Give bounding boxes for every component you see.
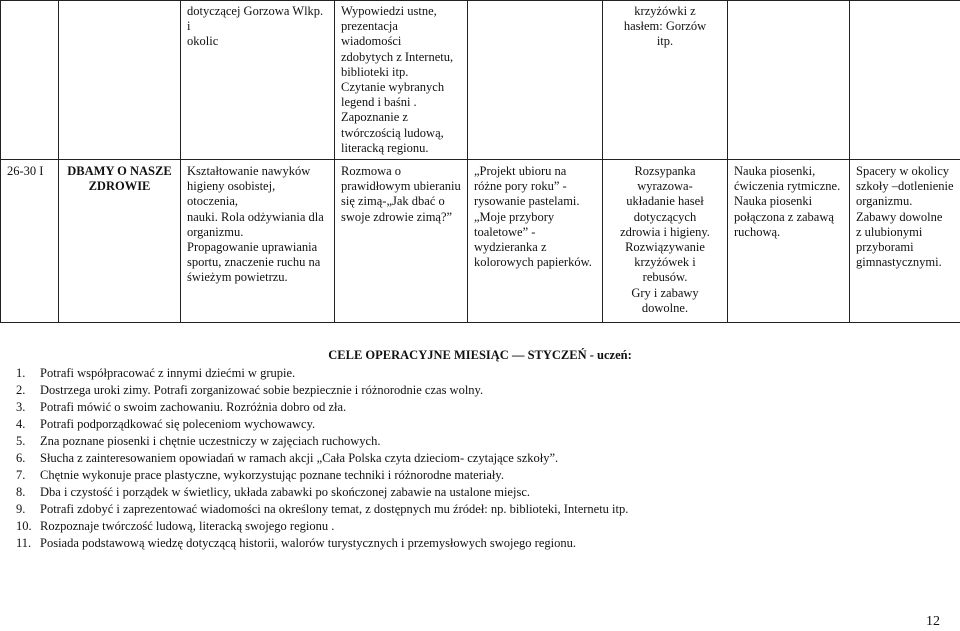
goal-item: [16, 416, 936, 433]
goal-item: [16, 399, 936, 416]
goal-text: Posiada podstawową wiedzę dotyczącą historii, walorów turystycznych i przemysłowych swojego regionu.: [40, 536, 576, 550]
cell-content-col8: [850, 160, 960, 323]
goal-text: Potrafi zdobyć i zaprezentować wiadomości na określony temat, z dostępnych mu źródeł: np. biblioteki, Internetu itp.: [40, 502, 629, 516]
goal-item: [16, 467, 936, 484]
cell-content-col3: [181, 160, 335, 323]
cell-text: krzyżówki z hasłem: Gorzów itp.: [623, 4, 707, 49]
goal-number: 11.: [16, 536, 32, 550]
cell-theme: [59, 160, 181, 323]
goal-item: [16, 501, 936, 518]
goal-text: Rozpoznaje twórczość ludową, literacką swojego regionu .: [40, 519, 335, 533]
cell-week: [1, 160, 59, 323]
goal-item: [16, 484, 936, 501]
goal-item: [16, 450, 936, 467]
cell-content-col6: [603, 160, 728, 323]
goal-number: 6.: [16, 451, 26, 465]
goal-text: Chętnie wykonuje prace plastyczne, wykorzystując poznane techniki i różnorodne materiały.: [40, 468, 504, 482]
goal-text: Dba i czystość i porządek w świetlicy, układa zabawki po skończonej zabawie na ustalone miejsc.: [40, 485, 530, 499]
cell-text: Nauka piosenki, ćwiczenia rytmiczne. Nauka piosenki połączona z zabawą ruchową.: [734, 164, 841, 239]
cell-text: „Projekt ubioru na różne pory roku” - rysowanie pastelami. „Moje przybory toaletowe” - wydzieranka z kolorowych papierków.: [474, 164, 592, 270]
goal-text: Słucha z zainteresowaniem opowiadań w ramach akcji „Cała Polska czyta dzieciom- czytające szkoły”.: [40, 451, 559, 465]
goal-number: 10.: [16, 519, 32, 533]
cell-content-col6: [603, 1, 728, 160]
goals-list: [16, 365, 936, 552]
cell-content-col4: [335, 160, 468, 323]
cell-text: Spacery w okolicy szkoły –dotlenienie organizmu. Zabawy dowolne z ulubionymi przyborami gimnastycznymi.: [856, 164, 954, 270]
cell-theme-empty: [59, 1, 181, 160]
cell-text: Wypowiedzi ustne, prezentacja wiadomości zdobytych z Internetu, biblioteki itp. Czytanie wybranych legend i baśni . Zapoznanie z twórczością ludową, literacką regionu.: [341, 4, 454, 155]
goal-text: Potrafi mówić o swoim zachowaniu. Rozróżnia dobro od zła.: [40, 400, 347, 414]
goal-number: 1.: [16, 366, 26, 380]
cell-content-col7-empty: [728, 1, 850, 160]
goal-number: 3.: [16, 400, 26, 414]
goal-number: 7.: [16, 468, 26, 482]
goal-number: 9.: [16, 502, 26, 516]
cell-content-col4: [335, 1, 468, 160]
goal-number: 2.: [16, 383, 26, 397]
goal-number: 8.: [16, 485, 26, 499]
cell-content-col7: [728, 160, 850, 323]
cell-text: Rozsypanka wyrazowa- układanie haseł dotyczących zdrowia i higieny. Rozwiązywanie krzyżówek i rebusów. Gry i zabawy dowolne.: [620, 164, 710, 315]
goal-text: Potrafi współpracować z innymi dziećmi w grupie.: [40, 366, 296, 380]
goal-item: [16, 535, 936, 552]
goal-item: [16, 518, 936, 535]
cell-text: dotyczącej Gorzowa Wlkp. i okolic: [187, 4, 324, 49]
goal-item: [16, 382, 936, 399]
goal-number: 4.: [16, 417, 26, 431]
cell-content-col5: [468, 160, 603, 323]
goal-number: 5.: [16, 434, 26, 448]
week-range: 26-30 I: [7, 164, 44, 179]
goal-text: Potrafi podporządkować się poleceniom wychowawcy.: [40, 417, 316, 431]
table-row-week: [1, 160, 960, 323]
cell-content-col5-empty: [468, 1, 603, 160]
cell-content-col3: [181, 1, 335, 160]
cell-content-col8-empty: [850, 1, 960, 160]
page-number: 12: [926, 614, 940, 629]
goal-item: [16, 365, 936, 382]
table-row-continuation: [1, 1, 960, 160]
goal-item: [16, 433, 936, 450]
goals-heading: CELE OPERACYJNE MIESIĄC — STYCZEŃ - uczeń:: [328, 348, 632, 362]
cell-text: Kształtowanie nawyków higieny osobistej, otoczenia, nauki. Rola odżywiania dla organizmu. Propagowanie uprawiania sportu, znaczenie ruchu na świeżym powietrzu.: [187, 164, 324, 285]
cell-text: Rozmowa o prawidłowym ubieraniu się zimą-„Jak dbać o swoje zdrowie zimą?”: [341, 164, 461, 224]
week-theme: DBAMY O NASZE ZDROWIE: [67, 164, 172, 194]
cell-week-empty: [1, 1, 59, 160]
goal-text: Dostrzega uroki zimy. Potrafi zorganizować sobie bezpiecznie i różnorodnie czas wolny.: [40, 383, 484, 397]
goal-text: Zna poznane piosenki i chętnie uczestniczy w zajęciach ruchowych.: [40, 434, 381, 448]
